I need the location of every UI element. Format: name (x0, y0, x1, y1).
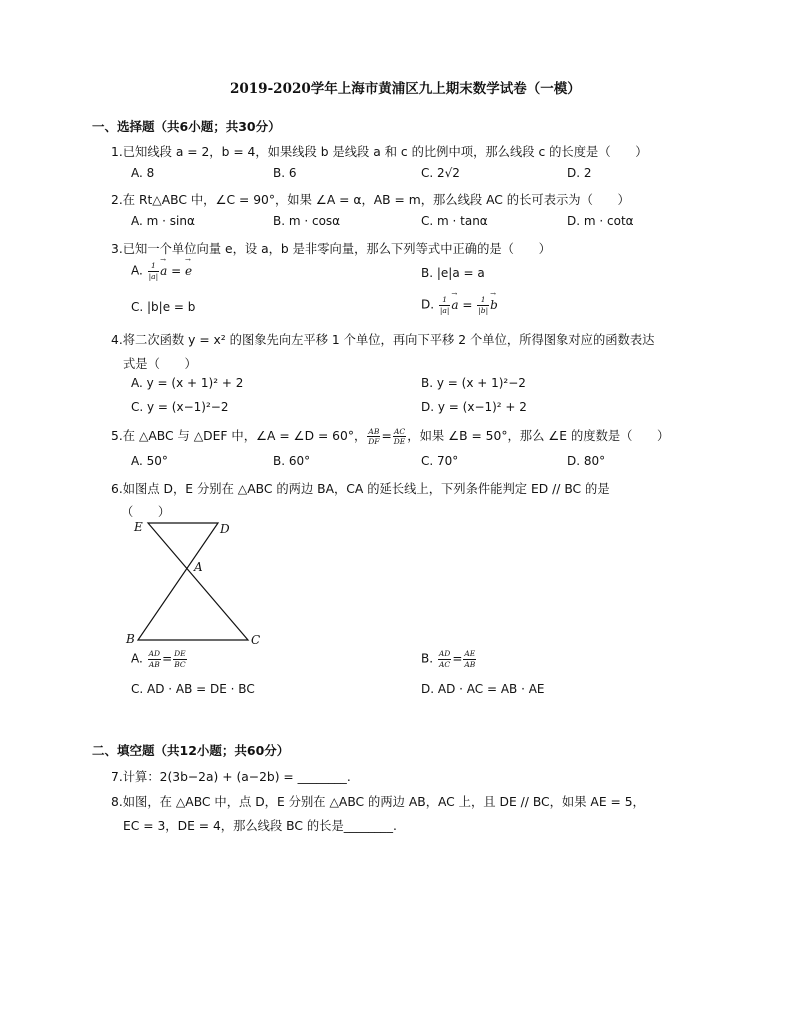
question-number: 5. (111, 429, 123, 443)
question-number: 4. (111, 333, 123, 347)
question-4-line-1 (111, 330, 654, 348)
fraction-1-over-abs-a: $\frac{1}{|a|}$ (439, 295, 450, 315)
q6-option-b: B. $\frac{AD}{AC}$ = $\frac{AE}{AB}$ (421, 649, 476, 669)
question-2 (111, 190, 630, 208)
question-5: 5.在 △ABC 与 △DEF 中，∠A = ∠D = 60°， $\frac{AB}{DF}$ = $\frac{AC}{DE}$ ，如果 ∠B = 50°，那么 ∠E 的度数是（ ） (111, 426, 670, 446)
q4-option-a: A. y = (x + 1)² + 2 (131, 376, 244, 390)
page-title: 2019-2020学年上海市黄浦区九上期末数学试卷（一模） (230, 81, 581, 97)
question-4-line-2: 式是（ ） (123, 357, 197, 371)
option-label: D. (421, 297, 435, 312)
section-heading-choice: 一、选择题（共6小题；共30分） (92, 119, 281, 134)
q6-option-a: A. $\frac{AD}{AB}$ = $\frac{DE}{BC}$ (131, 649, 186, 669)
question-6-line-1 (111, 479, 610, 497)
question-text: 已知一个单位向量 e，设 a，b 是非零向量，那么下列等式中正确的是（ ） (122, 242, 551, 256)
figure-lines (138, 523, 248, 640)
option-label: A. (131, 263, 143, 278)
q3-option-b: B. |e|a = a (421, 266, 485, 280)
question-text: 将二次函数 y = x² 的图象先向左平移 1 个单位，再向下平移 2 个单位，所得图象对应的函数表达 (122, 333, 655, 347)
q3-option-a: A. $\frac{1}{|a|}$ → a = → e (131, 262, 192, 280)
question-3 (111, 239, 551, 257)
fraction-ad-ac: $\frac{AD}{AC}$ (438, 649, 451, 669)
question-text: 在 △ABC 与 △DEF 中，∠A = ∠D = 60°， (122, 429, 367, 443)
q3-option-d: D. $\frac{1}{|a|}$ → a = $\frac{1}{|b|}$ → b (421, 296, 498, 314)
question-8-line-1 (111, 792, 645, 810)
q4-option-c: C. y = (x−1)²−2 (131, 400, 229, 414)
option-label: B. (421, 651, 434, 666)
q1-option-a: A. 8 (131, 166, 155, 180)
question-6-line-2: （ ） (121, 505, 171, 519)
question-text: 计算：2(3b−2a) + (a−2b) = ________. (122, 770, 351, 784)
fraction-1-over-abs-b: $\frac{1}{|b|}$ (478, 295, 489, 315)
q4-option-b: B. y = (x + 1)²−2 (421, 376, 526, 390)
fraction-ac-de: $\frac{AC}{DE}$ (393, 426, 406, 446)
label-D: D (220, 522, 230, 536)
q2-option-b: B. m · cosα (273, 214, 341, 228)
q5-option-d: D. 80° (567, 454, 606, 468)
question-text: 已知线段 a = 2，b = 4，如果线段 b 是线段 a 和 c 的比例中项，那么线段 c 的长度是（ ） (122, 145, 648, 159)
label-C: C (251, 633, 261, 647)
question-1 (111, 142, 648, 160)
q6-option-d: D. AD · AC = AB · AE (421, 682, 545, 696)
q5-option-a: A. 50° (131, 454, 168, 468)
question-7 (111, 767, 351, 785)
label-A: A (194, 560, 203, 574)
label-B: B (126, 632, 135, 646)
option-label: A. (131, 651, 143, 666)
q1-option-b: B. 6 (273, 166, 297, 180)
fraction-de-bc: $\frac{DE}{BC}$ (174, 649, 186, 669)
fraction-ad-ab: $\frac{AD}{AB}$ (148, 649, 161, 669)
q6-option-c: C. AD · AB = DE · BC (131, 682, 255, 696)
fraction-ae-ab: $\frac{AE}{AB}$ (464, 649, 476, 669)
fraction-1-over-abs-a: $\frac{1}{|a|}$ (148, 261, 159, 281)
fraction-ab-df: $\frac{AB}{DF}$ (368, 426, 380, 446)
q2-option-a: A. m · sinα (131, 214, 195, 228)
question-number: 7. (111, 770, 123, 784)
q5-option-c: C. 70° (421, 454, 459, 468)
question-text: 如图点 D，E 分别在 △ABC 的两边 BA，CA 的延长线上，下列条件能判定 ED // BC 的是 (122, 482, 610, 496)
q1-option-d: D. 2 (567, 166, 592, 180)
question-number: 6. (111, 482, 123, 496)
geometry-figure (118, 515, 278, 650)
question-number: 2. (111, 193, 123, 207)
question-number: 8. (111, 795, 123, 809)
question-number: 1. (111, 145, 123, 159)
question-text: 如图，在 △ABC 中，点 D，E 分别在 △ABC 的两边 AB，AC 上，且 DE // BC，如果 AE = 5， (122, 795, 645, 809)
question-text: 在 Rt△ABC 中，∠C = 90°，如果 ∠A = α，AB = m，那么线段 AC 的长可表示为（ ） (122, 193, 630, 207)
q1-option-c: C. 2√2 (421, 166, 460, 180)
q2-option-c: C. m · tanα (421, 214, 488, 228)
q3-option-c: C. |b|e = b (131, 300, 196, 314)
section-heading-fill: 二、填空题（共12小题；共60分） (92, 743, 290, 758)
q2-option-d: D. m · cotα (567, 214, 634, 228)
q5-option-b: B. 60° (273, 454, 311, 468)
question-number: 3. (111, 242, 123, 256)
label-E: E (134, 520, 143, 534)
q4-option-d: D. y = (x−1)² + 2 (421, 400, 527, 414)
question-8-line-2: EC = 3，DE = 4，那么线段 BC 的长是________. (123, 819, 397, 833)
question-text-cont: ，如果 ∠B = 50°，那么 ∠E 的度数是（ ） (407, 429, 670, 443)
